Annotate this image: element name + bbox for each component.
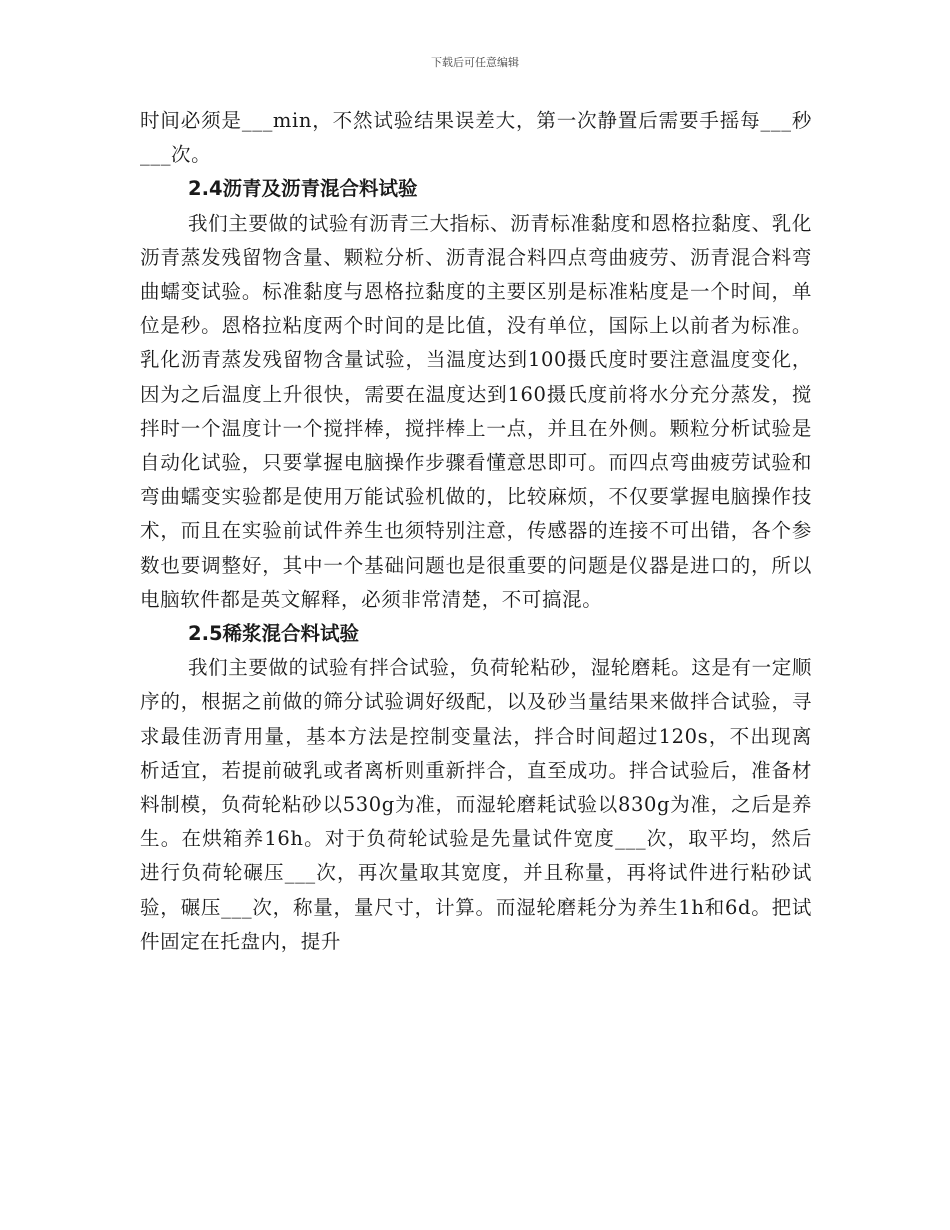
paragraph-continued: 时间必须是___min，不然试验结果误差大，第一次静置后需要手摇每___秒___次。 — [140, 109, 812, 167]
paragraph-asphalt: 我们主要做的试验有沥青三大指标、沥青标准黏度和恩格拉黏度、乳化沥青蒸发残留物含量、颗粒分析、沥青混合料四点弯曲疲劳、沥青混合料弯曲蠕变试验。标准黏度与恩格拉黏度的主要区别是标准粘度是一个时间，单位是秒。恩格拉粘度两个时间的是比值，没有单位，国际上以前者为标准。乳化沥青蒸发残留物含量试验，当温度达到100摄氏度时要注意温度变化，因为之后温度上升很快，需要在温度达到160摄氏度前将水分充分蒸发，搅拌时一个温度计一个搅拌棒，搅拌棒上一点，并且在外侧。颗粒分析试验是自动化试验，只要掌握电脑操作步骤看懂意思即可。而四点弯曲疲劳试验和弯曲蠕变实验都是使用万能试验机做的，比较麻烦，不仅要掌握电脑操作技术，而且在实验前试件养生也须特别注意，传感器的连接不可出错，各个参数也要调整好，其中一个基础问题也是很重要的问题是仪器是进口的，所以电脑软件都是英文解释，必须非常清楚，不可搞混。 — [140, 211, 812, 611]
page-header: 下载后可任意编辑 — [431, 56, 519, 69]
paragraph-slurry: 我们主要做的试验有拌合试验，负荷轮粘砂，湿轮磨耗。这是有一定顺序的，根据之前做的筛分试验调好级配，以及砂当量结果来做拌合试验，寻求最佳沥青用量，基本方法是控制变量法，拌合时间超过120s，不出现离析适宜，若提前破乳或者离析则重新拌合，直至成功。拌合试验后，准备材料制模，负荷轮粘砂以530g为准，而湿轮磨耗试验以830g为准，之后是养生。在烘箱养16h。对于负荷轮试验是先量试件宽度___次，取平均，然后进行负荷轮碾压___次，再次量取其宽度，并且称量，再将试件进行粘砂试验，碾压___次，称量，量尺寸，计算。而湿轮磨耗分为养生1h和6d。把试件固定在托盘内，提升 — [140, 656, 812, 953]
section-heading-2-5: 2.5稀浆混合料试验 — [188, 622, 360, 646]
document-body — [140, 104, 812, 959]
section-heading-2-4: 2.4沥青及沥青混合料试验 — [188, 177, 418, 201]
